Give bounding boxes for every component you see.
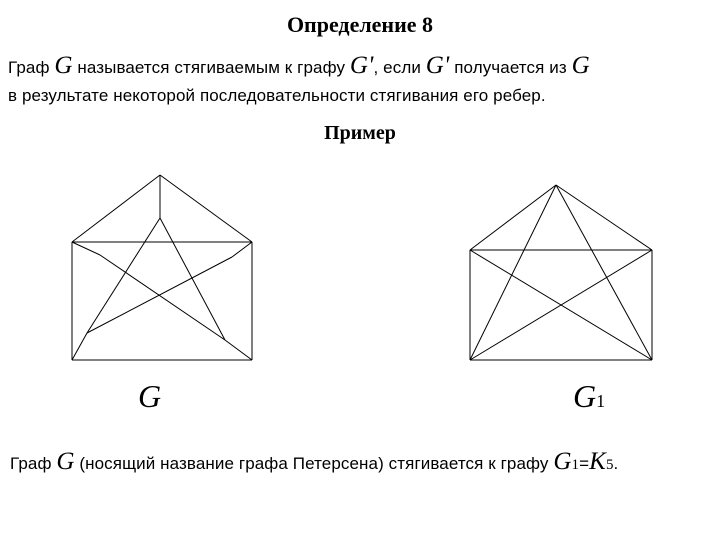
petersen-graph bbox=[72, 175, 252, 360]
graph-edge bbox=[72, 242, 100, 255]
definition-text: называется стягиваемым к графу bbox=[77, 58, 346, 77]
equals-sign: = bbox=[579, 454, 590, 473]
conclusion-text: (носящий название графа Петерсена) стягивается к графу bbox=[79, 454, 549, 473]
graph-edge bbox=[87, 218, 160, 333]
definition-text: получается из bbox=[454, 58, 567, 77]
graph-edge bbox=[72, 175, 160, 242]
k5-graph bbox=[470, 185, 652, 360]
graph-edge bbox=[556, 185, 652, 360]
definition-text: , если bbox=[373, 58, 421, 77]
graph-label-g: G bbox=[138, 378, 162, 414]
graph-edge bbox=[556, 185, 652, 250]
symbol-subscript: 1 bbox=[571, 457, 580, 473]
graph-edge bbox=[160, 175, 252, 242]
definition-text: Граф bbox=[8, 58, 50, 77]
symbol-g: G bbox=[56, 448, 75, 475]
graph-edge bbox=[72, 333, 87, 360]
example-heading: Пример bbox=[324, 122, 396, 144]
graph-edge bbox=[100, 255, 225, 340]
graph-label-g1 bbox=[573, 378, 605, 415]
graph-label-main: G bbox=[573, 378, 597, 414]
graph-edge bbox=[470, 185, 556, 250]
graph-edge bbox=[225, 340, 252, 360]
symbol-g1: G bbox=[553, 448, 572, 475]
graph-edge bbox=[160, 218, 225, 340]
page-title: Определение 8 bbox=[286, 12, 434, 37]
symbol-k: K bbox=[589, 448, 606, 475]
conclusion-line bbox=[10, 448, 618, 476]
symbol-g-prime: G' bbox=[425, 52, 450, 79]
graph-label-subscript: 1 bbox=[596, 391, 606, 411]
graph-edge bbox=[232, 242, 252, 257]
conclusion-text: Граф bbox=[10, 454, 52, 473]
definition-line-2: в результате некоторой последовательности стягивания его ребер. bbox=[8, 86, 546, 105]
period: . bbox=[613, 454, 619, 473]
symbol-subscript: 5 bbox=[605, 457, 614, 473]
symbol-g: G bbox=[571, 52, 590, 79]
symbol-g: G bbox=[54, 52, 73, 79]
symbol-g-prime: G' bbox=[349, 52, 374, 79]
